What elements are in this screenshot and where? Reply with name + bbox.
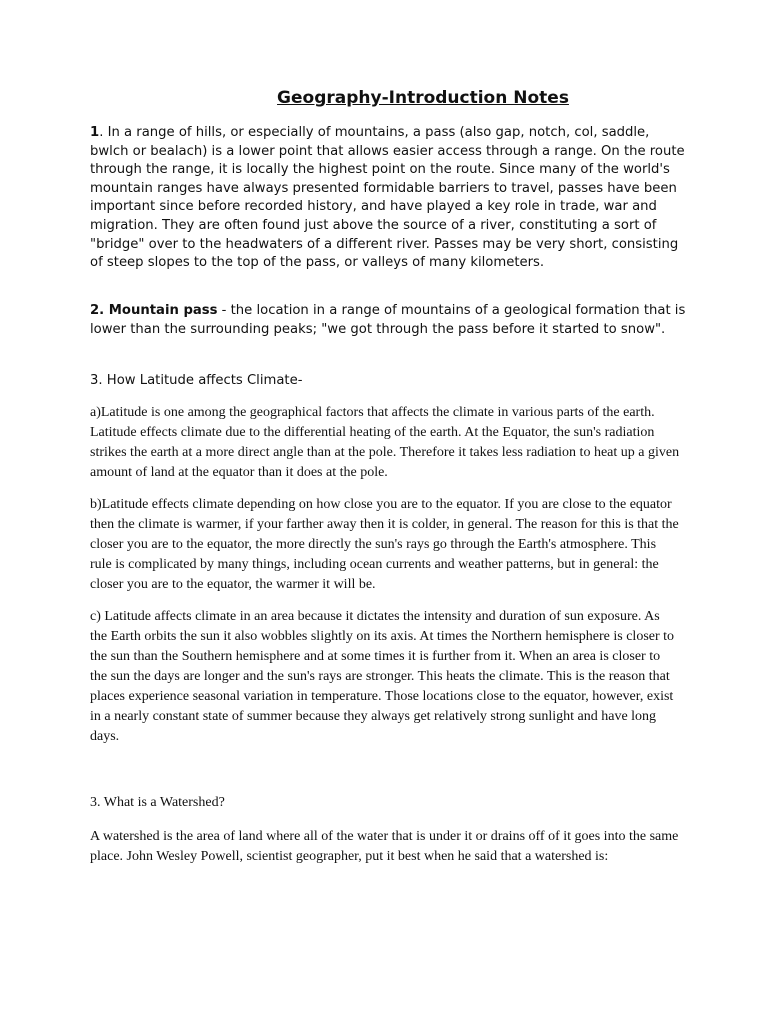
paragraph-latitude-b: b)Latitude effects climate depending on how close you are to the equator. If you are close to the equator then the climate is warmer, if your farther away then it is colder, in general. The reason for this is that the closer you are to the equator, the more directly the sun's rays go through the Earth's atmosphere. This rule is complicated by many things, including ocean currents and weather patterns, but in general: the closer you are to the equator, the warmer it will be. [90, 497, 679, 592]
paragraph-latitude-c: c) Latitude affects climate in an area because it dictates the intensity and duration of sun exposure. As the Earth orbits the sun it also wobbles slightly on its axis. At times the Northern hemisphere is closer to the sun than the Southern hemisphere and at some times it is further from it. When an area is closer to the sun the days are longer and the sun's rays are stronger. This heats the climate. This is the reason that places experience seasonal variation in temperature. Those locations close to the equator, however, exist in a nearly constant state of summer because they always get relatively strong sunlight and have long days. [90, 609, 675, 744]
paragraph-number: 1 [90, 125, 100, 140]
document-title: Geography-Introduction Notes [277, 88, 569, 108]
term-mountain-pass: 2. Mountain pass [90, 303, 218, 318]
paragraph-watershed: A watershed is the area of land where all of the water that is under it or drains off of it goes into the same place. John Wesley Powell, scientist geographer, put it best when he said that a watershed is: [90, 829, 679, 864]
paragraph-mountain-pass [90, 302, 690, 339]
paragraph-text: . In a range of hills, or especially of mountains, a pass (also gap, notch, col, saddle, bwlch or bealach) is a lower point that allows easier access through a range. On the route through the range, it is locally the highest point on the route. Since many of the world's mountain ranges have always presented formidable barriers to travel, passes have been important since before recorded history, and have played a key role in trade, war and migration. They are often found just above the source of a river, constituting a sort of "bridge" over to the headwaters of a different river. Passes may be very short, consisting of steep slopes to the top of the pass, or valleys of many kilometers. [90, 125, 685, 271]
heading-watershed: 3. What is a Watershed? [90, 795, 225, 810]
heading-latitude-climate: 3. How Latitude affects Climate- [90, 373, 303, 388]
paragraph-latitude-a: a)Latitude is one among the geographical factors that affects the climate in various parts of the earth. Latitude effects climate due to the differential heating of the earth. At the Equator, the sun's radiation strikes the earth at a more direct angle than at the pole. Therefore it takes less radiation to heat up a given amount of land at the equator than it does at the pole. [90, 405, 680, 480]
paragraph-text: - the location in a range of mountains of a geological formation that is lower than the surrounding peaks; "we got through the pass before it started to snow". [90, 303, 686, 337]
paragraph-mountain-range-pass [90, 124, 690, 273]
